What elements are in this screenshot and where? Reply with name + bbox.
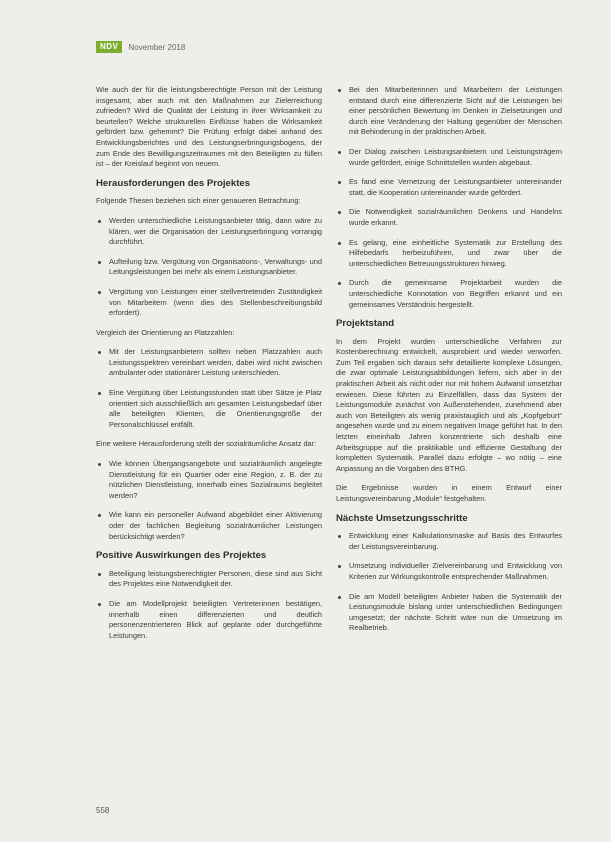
section-heading-next-steps: Nächste Umsetzungsschritte <box>336 512 468 524</box>
list-item: Die am Modellprojekt beteiligten Vertreterinnen bestätigen, innerhalb einen differenzierten und deutlich personenzentrierteren Blick auf geplante oder durchgeführte Leistungen. <box>96 599 322 641</box>
journal-badge: NDV <box>96 41 122 53</box>
section-heading-challenges: Herausforderungen des Projektes <box>96 177 251 189</box>
list-item: Wie kann ein personeller Aufwand abgebildet einer Aktivierung oder der fachlichen Begleitung sozialräumlicher Leistungen berücksichtigt werden? <box>96 510 322 542</box>
list-item: Umsetzung individueller Zielvereinbarung und Entwicklung von Kriterien zur Wirkungskontrolle entsprechender Maßnahmen. <box>336 561 562 582</box>
paragraph: Vergleich der Orientierung an Platzzahlen: <box>96 327 235 337</box>
list-item: Bei den Mitarbeiterinnen und Mitarbeitern der Leistungen entstand durch eine differenzierte Sicht auf die Leistungen bei einer persönlichen Bewertung im Denken in Zielsetzungen und durch eine Veränderung der Haltung gegenüber der Menschen mit Behinderung in der praktischen Arbeit. <box>336 85 562 138</box>
list-item: Werden unterschiedliche Leistungsanbieter tätig, dann wäre zu klären, wer die Organisation der Leistungserbringung vorrangig durchführt. <box>96 216 322 248</box>
paragraph: In dem Projekt wurden unterschiedliche Verfahren zur Kostenberechnung entwickelt, ausprobiert und wieder verworfen. Zum Teil ergaben sich daraus sehr detaillierte komplexe Lösungen, die zwar optimale Leistungsabbildungen liefern, sich aber in der praktischen Arbeit als nicht oder nur mit hohem Aufwand umsetzbar erwiesen. Diese führten zu Einzelfällen, dass das System der Leistungsmodule zunächst von Außenstehenden, zunehmend aber auch von Beteiligten als wenig praxistauglich und als „Kopfgeburt“ angesehen wurde und zu einem negativen Image geführt hat. In den letzten eineinhalb Jahren konzentrierte sich deshalb eine Arbeitsgruppe auf die praktikable und effiziente Gestaltung der kompletten Systematik. Parallel dazu erfolgte – wo nötig – eine Anpassung an die Vorgaben des BTHG. <box>336 336 562 473</box>
list-item: Die Notwendigkeit sozialräumlichen Denkens und Handelns wurde erkannt. <box>336 207 562 228</box>
list-item: Aufteilung bzw. Vergütung von Organisations-, Verwaltungs- und Leitungsleistungen bei mehr als einem Leistungsanbieter. <box>96 257 322 278</box>
paragraph: Die Ergebnisse wurden in einem Entwurf einer Leistungsvereinbarung „Module“ festgehalten. <box>336 483 562 503</box>
list-item: Die am Modell beteiligten Anbieter haben die Systematik der Leistungsmodule bislang unter unterschiedlichen Bedingungen umgesetzt; der nächste Schritt wäre nun die Umsetzung im Realbetrieb. <box>336 592 562 634</box>
list-item: Durch die gemeinsame Projektarbeit wurden die unterschiedliche Konnotation von Begriffen erkannt und ein gemeinsames Verständnis hergestellt. <box>336 278 562 310</box>
list-item: Vergütung von Leistungen einer stellvertretenden Zuständigkeit von Mitarbeitern (wenn dies des Stellenbeschreibungsbild erfordert). <box>96 287 322 319</box>
bullet-list <box>96 347 322 430</box>
list-item: Beteiligung leistungsberechtigter Personen, diese sind aus Sicht des Projektes eine Notwendigkeit der. <box>96 569 322 590</box>
page-number: 558 <box>96 806 110 815</box>
paragraph: Folgende Thesen beziehen sich einer genaueren Betrachtung: <box>96 196 301 206</box>
bullet-list <box>96 216 322 319</box>
intro-paragraph: Wie auch der für die leistungsberechtigte Person mit der Leistung insgesamt, aber auch mit den Maßnahmen zur Zielerreichung zufrieden? Wird die Qualität der Leistung in ihrer Wirksamkeit zu beurteilen? Welche strukturellen Einflüsse haben die Wirksamkeit gefördert bzw. gehemmt? Die Prüfung erfolgt dabei anhand des Entwicklungsberichtes und des Leistungserbringungsbogens, der zum Ende des Bewilligungszeitraumes mit den Beteiligten zu füllen ist – der Kreislauf beginnt von neuem. <box>96 85 322 169</box>
list-item: Mit der Leistungsanbietern sollten neben Platzzahlen auch Leistungsspektren vereinbart werden, dabei wird nicht zwischen ambulanter oder stationärer Leistung unterschieden. <box>96 347 322 379</box>
list-item: Eine Vergütung über Leistungsstunden statt über Sätze je Platz orientiert sich ausschließlich am gesamten Leistungsbedarf über alle beteiligten Klienten, die Orientierungsgröße der Personalschlüssel entfällt. <box>96 388 322 430</box>
paragraph: Eine weitere Herausforderung stellt der sozialräumliche Ansatz dar: <box>96 439 317 449</box>
list-item: Entwicklung einer Kalkulationsmaske auf Basis des Entwurfes der Leistungsvereinbarung. <box>336 531 562 552</box>
list-item: Wie können Übergangsangebote und sozialräumlich angelegte Dienstleistung für ein Quartier oder eine Region, z. B. der zu nützlichen Dienstleistung, innerhalb eines Sozialraums begleitet werden? <box>96 459 322 501</box>
list-item: Es fand eine Vernetzung der Leistungsanbieter untereinander statt, die Kooperation untereinander wurde gefördert. <box>336 177 562 198</box>
issue-date: November 2018 <box>128 42 186 52</box>
bullet-list <box>336 531 562 634</box>
left-column <box>96 85 322 650</box>
list-item: Es gelang, eine einheitliche Systematik zur Erstellung des Hilfebedarfs herbeizuführen, und zwar über die unterschiedlichen Betreuungsstrukturen hinweg. <box>336 238 562 270</box>
page-header <box>96 41 185 53</box>
right-column <box>336 85 562 643</box>
section-heading-positive-effects: Positive Auswirkungen des Projektes <box>96 550 267 562</box>
bullet-list <box>96 459 322 542</box>
bullet-list <box>336 85 562 310</box>
list-item: Der Dialog zwischen Leistungsanbietern und Leistungsträgern wurde gefördert, einige Schnittstellen wurden abgebaut. <box>336 147 562 168</box>
bullet-list <box>96 569 322 642</box>
section-heading-project-status: Projektstand <box>336 318 395 330</box>
